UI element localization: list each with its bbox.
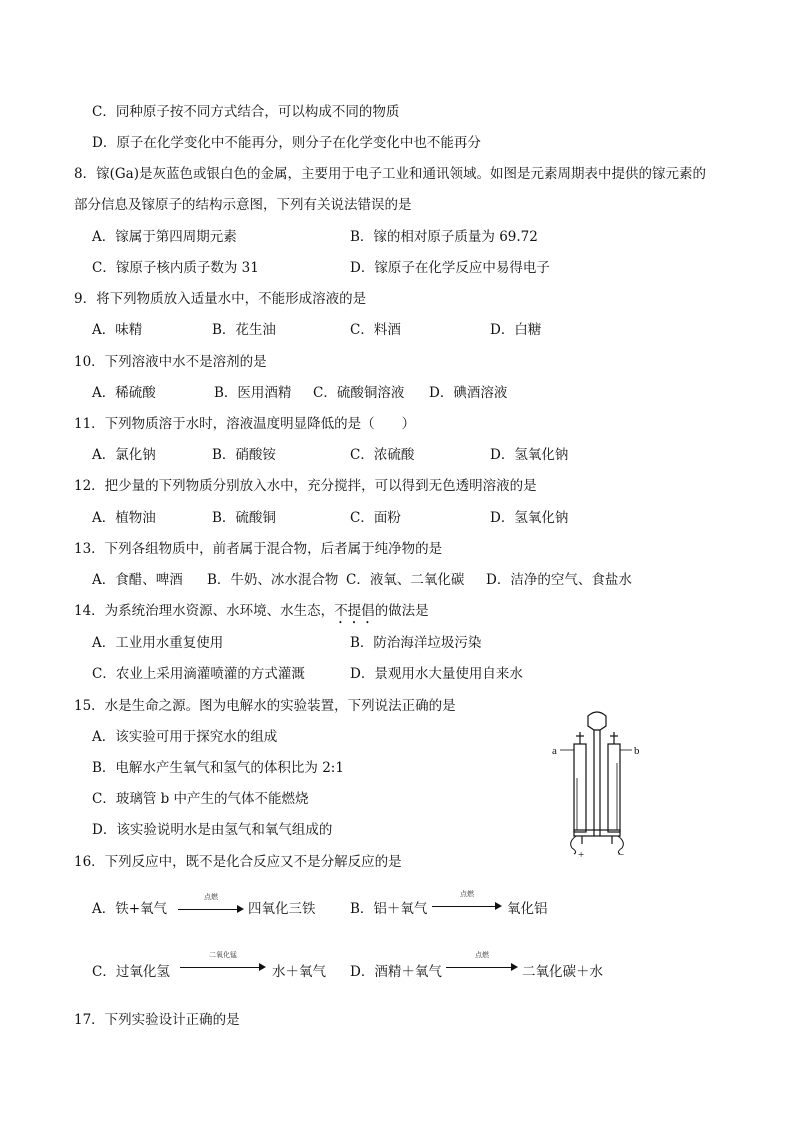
q15-option-b: B．电解水产生氧气和氢气的体积比为 2:1	[92, 760, 344, 776]
q16-c-condition: 二氧化锰	[209, 951, 237, 959]
base-connector	[574, 830, 620, 836]
q13-option-c: C．液氧、二氧化碳	[346, 572, 465, 588]
q16-d-condition: 点燃	[475, 951, 489, 959]
q16-a-arrow	[178, 893, 244, 917]
q7-option-d: D．原子在化学变化中不能再分，则分子在化学变化中也不能再分	[92, 135, 481, 151]
q14-option-c: C．农业上采用滴灌喷灌的方式灌溉	[92, 666, 305, 682]
q9-option-c: C．料酒	[350, 322, 401, 338]
q11-option-b: B．硝酸铵	[212, 447, 276, 463]
q16-a-products: 四氧化三铁	[248, 901, 316, 917]
left-wire	[571, 836, 576, 854]
q11-option-a: A．氯化钠	[92, 447, 156, 463]
q8-option-b: B．镓的相对原子质量为 69.72	[350, 229, 538, 245]
q9-option-b: B．花生油	[212, 322, 276, 338]
q11-option-d: D．氢氧化钠	[490, 447, 569, 463]
q14-option-a: A．工业用水重复使用	[92, 635, 224, 651]
positive-terminal-label: +	[578, 849, 585, 858]
q16-a-condition: 点燃	[204, 893, 218, 901]
q16-option-d	[350, 963, 442, 981]
tube-label-a: a	[552, 745, 557, 757]
q13-option-d: D．洁净的空气、食盐水	[486, 572, 632, 588]
q12-stem: 12．把少量的下列物质分别放入水中，充分搅拌，可以得到无色透明溶液的是	[74, 478, 537, 494]
q15-option-d: D．该实验说明水是由氢气和氧气组成的	[92, 822, 333, 838]
q17-stem: 17．下列实验设计正确的是	[74, 1012, 240, 1028]
q16-b-products: 氧化铝	[507, 901, 548, 917]
q12-option-b: B．硫酸铜	[212, 510, 276, 526]
right-glass-tube	[608, 744, 620, 832]
q8-stem-line1: 8．镓(Ga)是灰蓝色或银白色的金属，主要用于电子工业和通讯领域。如图是元素周期表中提供的镓元素的	[74, 166, 706, 182]
q12-option-a: A．植物油	[92, 510, 156, 526]
q14-option-d: D．景观用水大量使用自来水	[350, 666, 523, 682]
q14-stem-pre: 14．为系统治理水资源、水环境、水生态，	[74, 603, 335, 619]
q16-b-arrow	[432, 890, 502, 914]
q14-stem-emphasis: 不提倡	[334, 603, 375, 619]
q11-option-c: C．浓硫酸	[350, 447, 415, 463]
q14-option-b: B．防治海洋垃圾污染	[350, 635, 482, 651]
q16-b-prefix: B．	[350, 901, 374, 917]
q10-option-b: B．医用酒精	[214, 385, 292, 401]
q13-option-b: B．牛奶、冰水混合物	[207, 572, 339, 588]
q8-stem-line2: 部分信息及镓原子的结构示意图，下列有关说法错误的是	[74, 197, 412, 213]
q12-option-d: D．氢氧化钠	[490, 510, 569, 526]
q7-option-c: C．同种原子按不同方式结合，可以构成不同的物质	[92, 104, 400, 120]
q16-c-arrow	[180, 951, 266, 975]
negative-terminal-label: −	[618, 849, 625, 858]
q16-b-reactants: 铝＋氧气	[373, 901, 428, 917]
q10-stem: 10．下列溶液中水不是溶剂的是	[74, 354, 267, 370]
q16-option-a	[92, 900, 167, 918]
q9-stem: 9．将下列物质放入适量水中，不能形成溶液的是	[74, 291, 367, 307]
q15-option-a: A．该实验可用于探究水的组成	[92, 729, 278, 745]
q16-a-prefix: A．	[92, 901, 116, 917]
q8-option-d: D．镓原子在化学反应中易得电子	[350, 260, 550, 276]
q16-c-prefix: C．	[92, 964, 116, 980]
q16-d-products: 二氧化碳＋水	[522, 964, 603, 980]
q16-d-reactants: 酒精＋氧气	[374, 964, 442, 980]
q15-stem: 15．水是生命之源。图为电解水的实验装置，下列说法正确的是	[74, 698, 456, 714]
q16-d-prefix: D．	[350, 964, 375, 980]
q14-stem-post: 的做法是	[374, 603, 429, 619]
q16-stem: 16．下列反应中，既不是化合反应又不是分解反应的是	[74, 854, 402, 870]
q10-option-d: D．碘酒溶液	[429, 385, 508, 401]
left-glass-tube	[574, 744, 586, 832]
q16-a-reactants: 铁+氧气	[115, 901, 168, 917]
q15-option-c: C．玻璃管 b 中产生的气体不能燃烧	[92, 791, 309, 807]
funnel-reservoir	[588, 712, 606, 730]
q11-stem: 11．下列物质溶于水时，溶液温度明显降低的是（ ）	[74, 416, 416, 432]
tube-label-b: b	[634, 745, 640, 757]
q10-option-a: A．稀硫酸	[92, 385, 156, 401]
q16-b-condition: 点燃	[460, 890, 474, 898]
q16-c-products: 水＋氧气	[272, 964, 326, 980]
q9-option-d: D．白糖	[490, 322, 542, 338]
q16-option-c	[92, 963, 170, 981]
q12-option-c: C．面粉	[350, 510, 401, 526]
electrolysis-apparatus-figure	[552, 708, 642, 858]
q16-option-b	[350, 900, 427, 918]
q8-option-c: C．镓原子核内质子数为 31	[92, 260, 259, 276]
q9-option-a: A．味精	[92, 322, 143, 338]
q16-c-reactants: 过氧化氢	[115, 964, 170, 980]
q13-stem: 13．下列各组物质中，前者属于混合物，后者属于纯净物的是	[74, 541, 443, 557]
q10-option-c: C．硫酸铜溶液	[313, 385, 405, 401]
q16-d-arrow	[446, 951, 518, 975]
q14-stem	[74, 602, 429, 627]
q13-option-a: A．食醋、啤酒	[92, 572, 183, 588]
q8-option-a: A．镓属于第四周期元素	[92, 229, 237, 245]
